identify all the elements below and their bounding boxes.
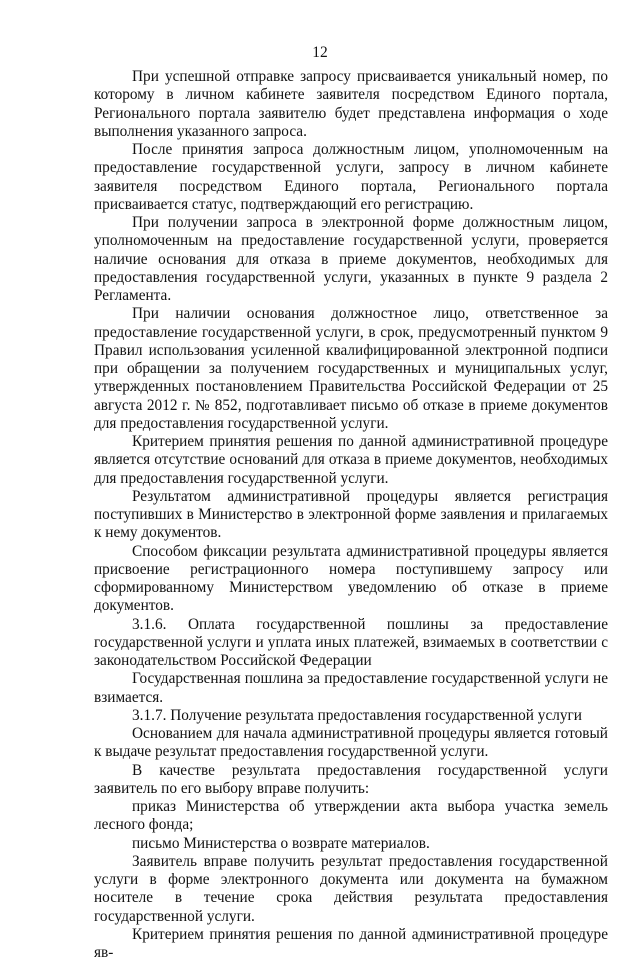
paragraph-procedure-basis: Основанием для начала административной процедуры является готовый к выдаче результат предоставления государственной услуги. — [94, 725, 608, 761]
paragraph-check-grounds: При получении запроса в электронной форме должностным лицом, уполномоченным на предоставление государственной услуги, проверяется наличие основания для отказа в приеме документов, необходимых для предоставления государственной услуги, указанных в пункте 9 раздела 2 Регламента. — [94, 214, 608, 304]
paragraph-fixation-method: Способом фиксации результата административной процедуры является присвоение регистрационного номера поступившему запросу или сформированному Министерством уведомлению об отказе в приеме документов. — [94, 542, 608, 615]
page-number: 12 — [312, 44, 328, 61]
list-item-return-letter: письмо Министерства о возврате материалов. — [132, 834, 430, 852]
list-item-order: приказ Министерства об утверждении акта выбора участка земель лесного фонда; — [94, 798, 608, 834]
paragraph-fee-not-charged: Государственная пошлина за предоставление государственной услуги не взимается. — [94, 670, 608, 706]
paragraph-decision-criterion-continued: Критерием принятия решения по данной административной процедуре яв- — [94, 925, 608, 961]
paragraph-status-assigned: После принятия запроса должностным лицом, уполномоченным на предоставление государственной услуги, запросу в личном кабинете заявителя посредством Единого портала, Регионального портала присваивается статус, подтверждающий его регистрацию. — [94, 141, 608, 213]
paragraph-result-form: Заявитель вправе получить результат предоставления государственной услуги в форме электронного документа или документа на бумажном носителе в течение срока действия результата предоставления государственной услуги. — [94, 852, 608, 925]
paragraph-result-options: В качестве результата предоставления государственной услуги заявитель по его выбору вправе получить: — [94, 761, 608, 797]
paragraph-refusal-letter: При наличии основания должностное лицо, ответственное за предоставление государственной услуги, в срок, предусмотренный пунктом 9 Правил использования усиленной квалифицированной электронной подписи при обращении за получением государственных и муниципальных услуг, утвержденных постановлением Правительства Российской Федерации от 25 августа 2012 г. № 852, подготавливает письмо об отказе в приеме документов для предоставления государственной услуги. — [94, 305, 608, 432]
section-heading-3-1-7: 3.1.7. Получение результата предоставления государственной услуги — [132, 706, 582, 724]
paragraph-decision-criterion: Критерием принятия решения по данной административной процедуре является отсутствие оснований для отказа в приеме документов, необходимых для предоставления государственной услуги. — [94, 433, 608, 487]
paragraph-registration-number: При успешной отправке запросу присваивается уникальный номер, по которому в личном кабинете заявителя посредством Единого портала, Регионального портала заявителю будет представлена информация о ходе выполнения указанного запроса. — [94, 68, 608, 140]
section-heading-3-1-6: 3.1.6. Оплата государственной пошлины за предоставление государственной услуги и уплата иных платежей, взимаемых в соответствии с законодательством Российской Федерации — [94, 615, 608, 669]
paragraph-procedure-result: Результатом административной процедуры является регистрация поступивших в Министерство в электронной форме заявления и прилагаемых к нему документов. — [94, 487, 608, 542]
document-body — [94, 68, 608, 962]
